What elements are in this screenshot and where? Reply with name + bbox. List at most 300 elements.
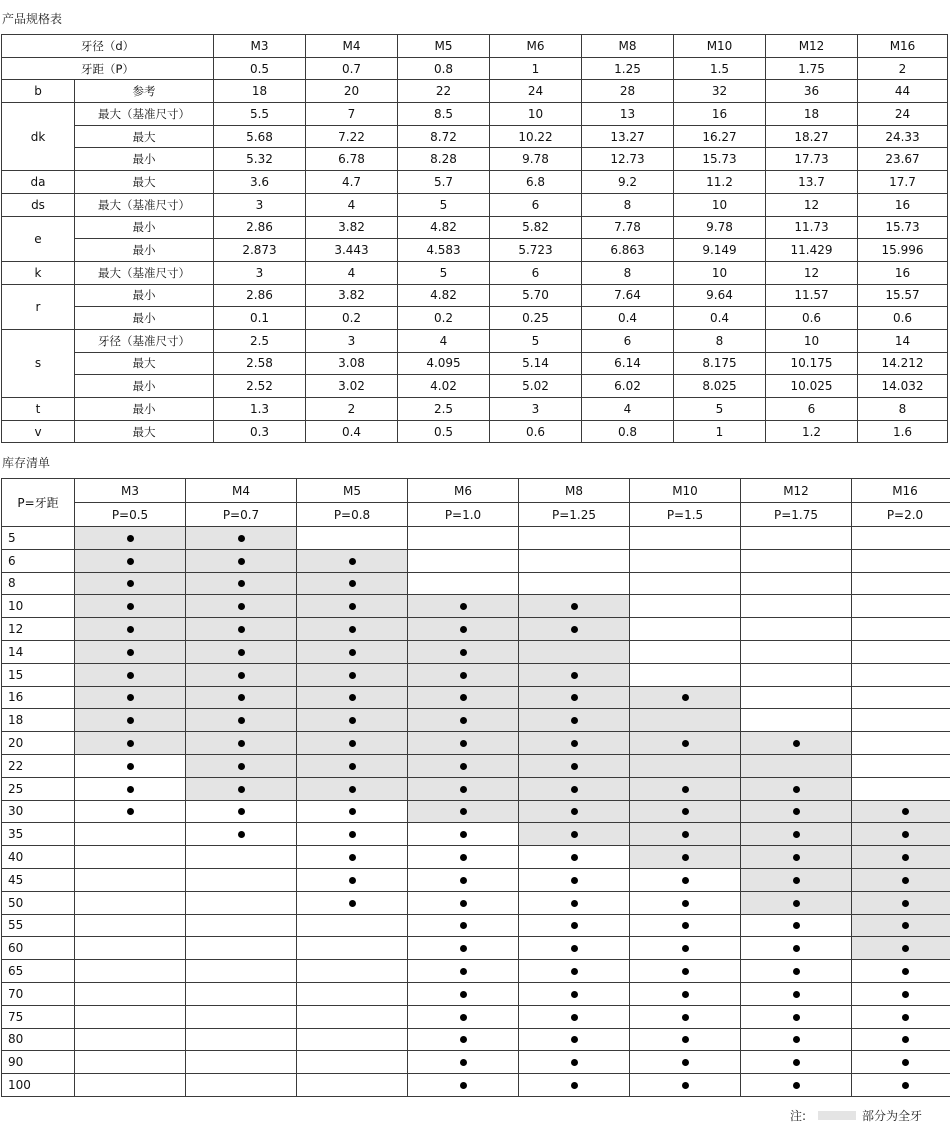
- stock-cell: [741, 640, 852, 663]
- length-label: 50: [2, 891, 75, 914]
- stock-cell: [75, 527, 186, 550]
- length-label: 18: [2, 709, 75, 732]
- stock-cell: [408, 777, 519, 800]
- stock-cell: [630, 686, 741, 709]
- length-label: 12: [2, 618, 75, 641]
- stock-cell: [741, 982, 852, 1005]
- stock-cell: [852, 846, 950, 869]
- in-stock-dot-icon: [349, 900, 356, 907]
- in-stock-dot-icon: [793, 854, 800, 861]
- stock-cell: [630, 549, 741, 572]
- stock-cell: [297, 777, 408, 800]
- spec-value: 15.57: [858, 284, 948, 307]
- stock-cell: [852, 618, 950, 641]
- spec-value: 2.5: [214, 329, 306, 352]
- in-stock-dot-icon: [682, 968, 689, 975]
- stock-cell: [408, 686, 519, 709]
- stock-cell: [852, 527, 950, 550]
- spec-value: 4.82: [398, 216, 490, 239]
- stock-cell: [741, 663, 852, 686]
- spec-value: 18: [766, 103, 858, 126]
- spec-value: 0.5: [398, 420, 490, 443]
- spec-value: 9.78: [674, 216, 766, 239]
- spec-value: 0.25: [490, 307, 582, 330]
- stock-cell: [741, 595, 852, 618]
- stock-cell: [852, 572, 950, 595]
- dimension-symbol: e: [2, 216, 75, 261]
- spec-value: 9.78: [490, 148, 582, 171]
- spec-table: [1, 34, 948, 443]
- stock-cell: [75, 1051, 186, 1074]
- pitch-label: 牙距（P）: [2, 57, 214, 80]
- spec-value: 8.28: [398, 148, 490, 171]
- size-header: M6: [490, 35, 582, 58]
- stock-cell: [630, 1051, 741, 1074]
- stock-cell: [852, 868, 950, 891]
- in-stock-dot-icon: [460, 922, 467, 929]
- in-stock-dot-icon: [902, 1082, 909, 1089]
- size-header: M3: [75, 479, 186, 503]
- in-stock-dot-icon: [460, 854, 467, 861]
- spec-value: 5.7: [398, 171, 490, 194]
- stock-cell: [297, 1051, 408, 1074]
- spec-value: 16: [858, 193, 948, 216]
- stock-cell: [852, 686, 950, 709]
- stock-row: [2, 709, 950, 732]
- spec-value: 0.6: [766, 307, 858, 330]
- in-stock-dot-icon: [571, 945, 578, 952]
- stock-cell: [741, 846, 852, 869]
- spec-value: 18.27: [766, 125, 858, 148]
- spec-row: [2, 216, 948, 239]
- spec-value: 5.82: [490, 216, 582, 239]
- in-stock-dot-icon: [793, 1059, 800, 1066]
- in-stock-dot-icon: [127, 626, 134, 633]
- stock-cell: [297, 732, 408, 755]
- in-stock-dot-icon: [902, 808, 909, 815]
- size-header: M5: [297, 479, 408, 503]
- spec-value: 17.73: [766, 148, 858, 171]
- stock-cell: [519, 640, 630, 663]
- spec-value: 8: [582, 193, 674, 216]
- dimension-symbol: t: [2, 398, 75, 421]
- length-label: 25: [2, 777, 75, 800]
- stock-cell: [408, 549, 519, 572]
- spec-value: 9.2: [582, 171, 674, 194]
- spec-value: 1.3: [214, 398, 306, 421]
- spec-value: 6: [766, 398, 858, 421]
- dimension-symbol: k: [2, 261, 75, 284]
- spec-value: 0.6: [858, 307, 948, 330]
- in-stock-dot-icon: [460, 831, 467, 838]
- stock-cell: [630, 960, 741, 983]
- stock-cell: [852, 754, 950, 777]
- in-stock-dot-icon: [349, 831, 356, 838]
- in-stock-dot-icon: [902, 900, 909, 907]
- stock-cell: [186, 1074, 297, 1097]
- in-stock-dot-icon: [793, 922, 800, 929]
- in-stock-dot-icon: [238, 740, 245, 747]
- in-stock-dot-icon: [571, 763, 578, 770]
- stock-cell: [186, 709, 297, 732]
- spec-value: 3: [214, 193, 306, 216]
- stock-cell: [75, 549, 186, 572]
- in-stock-dot-icon: [460, 1059, 467, 1066]
- spec-value: 5: [398, 261, 490, 284]
- in-stock-dot-icon: [793, 968, 800, 975]
- spec-value: 8.175: [674, 352, 766, 375]
- pitch-value: 1.25: [582, 57, 674, 80]
- spec-value: 5.70: [490, 284, 582, 307]
- spec-value: 5: [398, 193, 490, 216]
- pitch-header: P=1.75: [741, 503, 852, 527]
- spec-value: 10: [490, 103, 582, 126]
- in-stock-dot-icon: [238, 558, 245, 565]
- spec-value: 0.4: [306, 420, 398, 443]
- in-stock-dot-icon: [902, 831, 909, 838]
- spec-value: 18: [214, 80, 306, 103]
- in-stock-dot-icon: [460, 1082, 467, 1089]
- stock-cell: [408, 937, 519, 960]
- spec-row: [2, 125, 948, 148]
- in-stock-dot-icon: [571, 991, 578, 998]
- stock-cell: [741, 527, 852, 550]
- spec-value: 3.443: [306, 239, 398, 262]
- stock-cell: [741, 1051, 852, 1074]
- spec-value: 6.8: [490, 171, 582, 194]
- stock-table: [1, 478, 950, 1097]
- stock-cell: [630, 868, 741, 891]
- stock-cell: [186, 595, 297, 618]
- in-stock-dot-icon: [793, 877, 800, 884]
- pitch-value: 1: [490, 57, 582, 80]
- stock-cell: [75, 686, 186, 709]
- spec-value: 3: [214, 261, 306, 284]
- spec-value: 17.7: [858, 171, 948, 194]
- stock-row: [2, 1005, 950, 1028]
- spec-value: 0.6: [490, 420, 582, 443]
- in-stock-dot-icon: [902, 945, 909, 952]
- in-stock-dot-icon: [349, 672, 356, 679]
- spec-value: 0.2: [306, 307, 398, 330]
- stock-cell: [519, 823, 630, 846]
- spec-value: 2.86: [214, 216, 306, 239]
- length-label: 8: [2, 572, 75, 595]
- stock-cell: [408, 640, 519, 663]
- stock-cell: [519, 960, 630, 983]
- in-stock-dot-icon: [571, 1014, 578, 1021]
- stock-cell: [408, 1005, 519, 1028]
- stock-cell: [741, 709, 852, 732]
- pitch-value: 1.75: [766, 57, 858, 80]
- size-header: M3: [214, 35, 306, 58]
- pitch-value: 0.5: [214, 57, 306, 80]
- stock-cell: [408, 1028, 519, 1051]
- spec-value: 5.32: [214, 148, 306, 171]
- stock-cell: [519, 1051, 630, 1074]
- spec-value: 11.2: [674, 171, 766, 194]
- length-label: 16: [2, 686, 75, 709]
- spec-row: [2, 420, 948, 443]
- stock-cell: [186, 754, 297, 777]
- spec-value: 16.27: [674, 125, 766, 148]
- in-stock-dot-icon: [460, 945, 467, 952]
- pitch-header: P=2.0: [852, 503, 950, 527]
- tolerance-label: 最大: [75, 125, 214, 148]
- pitch-value: 1.5: [674, 57, 766, 80]
- stock-cell: [519, 595, 630, 618]
- stock-cell: [75, 709, 186, 732]
- stock-cell: [741, 891, 852, 914]
- size-header: M4: [306, 35, 398, 58]
- length-label: 14: [2, 640, 75, 663]
- spec-value: 22: [398, 80, 490, 103]
- in-stock-dot-icon: [793, 991, 800, 998]
- stock-cell: [408, 982, 519, 1005]
- stock-cell: [630, 709, 741, 732]
- in-stock-dot-icon: [902, 877, 909, 884]
- size-header: M16: [858, 35, 948, 58]
- spec-value: 14.212: [858, 352, 948, 375]
- stock-cell: [852, 823, 950, 846]
- stock-cell: [75, 663, 186, 686]
- stock-row: [2, 982, 950, 1005]
- in-stock-dot-icon: [571, 740, 578, 747]
- stock-cell: [519, 527, 630, 550]
- in-stock-dot-icon: [571, 922, 578, 929]
- pitch-header: P=1.0: [408, 503, 519, 527]
- spec-value: 15.73: [858, 216, 948, 239]
- stock-cell: [75, 960, 186, 983]
- stock-cell: [741, 914, 852, 937]
- in-stock-dot-icon: [127, 694, 134, 701]
- stock-cell: [297, 1005, 408, 1028]
- in-stock-dot-icon: [682, 900, 689, 907]
- stock-cell: [186, 1005, 297, 1028]
- in-stock-dot-icon: [349, 763, 356, 770]
- stock-cell: [75, 800, 186, 823]
- length-label: 65: [2, 960, 75, 983]
- spec-row: [2, 193, 948, 216]
- length-label: 75: [2, 1005, 75, 1028]
- size-header: M12: [766, 35, 858, 58]
- stock-row: [2, 572, 950, 595]
- dimension-symbol: dk: [2, 103, 75, 171]
- pitch-header: P=1.25: [519, 503, 630, 527]
- stock-cell: [186, 891, 297, 914]
- stock-cell: [852, 1028, 950, 1051]
- in-stock-dot-icon: [460, 763, 467, 770]
- spec-value: 3.6: [214, 171, 306, 194]
- in-stock-dot-icon: [902, 922, 909, 929]
- in-stock-dot-icon: [571, 626, 578, 633]
- in-stock-dot-icon: [238, 649, 245, 656]
- in-stock-dot-icon: [682, 1014, 689, 1021]
- spec-value: 28: [582, 80, 674, 103]
- spec-row: [2, 284, 948, 307]
- stock-cell: [186, 777, 297, 800]
- in-stock-dot-icon: [127, 672, 134, 679]
- in-stock-dot-icon: [238, 786, 245, 793]
- stock-cell: [741, 686, 852, 709]
- spec-row: [2, 239, 948, 262]
- in-stock-dot-icon: [902, 1014, 909, 1021]
- stock-row: [2, 640, 950, 663]
- in-stock-dot-icon: [238, 626, 245, 633]
- in-stock-dot-icon: [902, 1059, 909, 1066]
- stock-pitch-row: [2, 503, 950, 527]
- size-header: M5: [398, 35, 490, 58]
- spec-value: 0.1: [214, 307, 306, 330]
- stock-cell: [630, 800, 741, 823]
- tolerance-label: 牙径（基准尺寸）: [75, 329, 214, 352]
- spec-value: 13.7: [766, 171, 858, 194]
- stock-cell: [186, 527, 297, 550]
- stock-cell: [519, 800, 630, 823]
- spec-value: 7: [306, 103, 398, 126]
- stock-cell: [630, 572, 741, 595]
- stock-cell: [297, 572, 408, 595]
- stock-cell: [186, 937, 297, 960]
- stock-cell: [297, 618, 408, 641]
- stock-cell: [75, 982, 186, 1005]
- stock-cell: [297, 663, 408, 686]
- stock-cell: [852, 982, 950, 1005]
- spec-value: 2.86: [214, 284, 306, 307]
- stock-cell: [408, 663, 519, 686]
- spec-row: [2, 352, 948, 375]
- stock-cell: [408, 846, 519, 869]
- spec-value: 2.5: [398, 398, 490, 421]
- spec-row: [2, 329, 948, 352]
- spec-value: 15.996: [858, 239, 948, 262]
- in-stock-dot-icon: [460, 626, 467, 633]
- spec-value: 16: [858, 261, 948, 284]
- stock-row: [2, 891, 950, 914]
- stock-cell: [852, 891, 950, 914]
- stock-cell: [852, 777, 950, 800]
- in-stock-dot-icon: [238, 672, 245, 679]
- in-stock-dot-icon: [682, 877, 689, 884]
- spec-value: 13: [582, 103, 674, 126]
- spec-value: 13.27: [582, 125, 674, 148]
- stock-cell: [852, 1051, 950, 1074]
- spec-value: 1.2: [766, 420, 858, 443]
- tolerance-label: 最小: [75, 148, 214, 171]
- stock-cell: [297, 549, 408, 572]
- spec-value: 11.57: [766, 284, 858, 307]
- spec-value: 6.78: [306, 148, 398, 171]
- spec-value: 8: [674, 329, 766, 352]
- in-stock-dot-icon: [682, 786, 689, 793]
- stock-cell: [186, 846, 297, 869]
- spec-header-row: [2, 35, 948, 58]
- length-label: 20: [2, 732, 75, 755]
- spec-value: 4.583: [398, 239, 490, 262]
- in-stock-dot-icon: [238, 808, 245, 815]
- spec-row: [2, 80, 948, 103]
- stock-row: [2, 1028, 950, 1051]
- stock-cell: [408, 868, 519, 891]
- dimension-symbol: da: [2, 171, 75, 194]
- in-stock-dot-icon: [238, 580, 245, 587]
- spec-value: 3.08: [306, 352, 398, 375]
- spec-value: 1: [674, 420, 766, 443]
- stock-cell: [630, 754, 741, 777]
- stock-cell: [519, 1074, 630, 1097]
- stock-row: [2, 549, 950, 572]
- spec-value: 0.4: [674, 307, 766, 330]
- pitch-header: P=0.8: [297, 503, 408, 527]
- spec-value: 4: [582, 398, 674, 421]
- pitch-header: P=0.5: [75, 503, 186, 527]
- stock-cell: [75, 777, 186, 800]
- stock-cell: [852, 1005, 950, 1028]
- stock-cell: [75, 823, 186, 846]
- stock-cell: [408, 800, 519, 823]
- pitch-header: P=1.5: [630, 503, 741, 527]
- in-stock-dot-icon: [238, 763, 245, 770]
- spec-value: 1.6: [858, 420, 948, 443]
- spec-value: 7.78: [582, 216, 674, 239]
- spec-value: 12: [766, 193, 858, 216]
- stock-cell: [186, 800, 297, 823]
- stock-row: [2, 686, 950, 709]
- in-stock-dot-icon: [460, 877, 467, 884]
- stock-cell: [186, 663, 297, 686]
- stock-cell: [630, 1005, 741, 1028]
- spec-row: [2, 171, 948, 194]
- stock-cell: [297, 823, 408, 846]
- stock-header-row: [2, 479, 950, 503]
- size-header: M12: [741, 479, 852, 503]
- in-stock-dot-icon: [238, 717, 245, 724]
- spec-value: 0.2: [398, 307, 490, 330]
- stock-cell: [630, 891, 741, 914]
- spec-value: 3: [306, 329, 398, 352]
- spec-value: 3: [490, 398, 582, 421]
- stock-cell: [186, 914, 297, 937]
- spec-value: 0.3: [214, 420, 306, 443]
- tolerance-label: 最小: [75, 216, 214, 239]
- spec-value: 16: [674, 103, 766, 126]
- in-stock-dot-icon: [460, 1014, 467, 1021]
- legend-prefix: 注:: [790, 1109, 807, 1123]
- in-stock-dot-icon: [349, 626, 356, 633]
- spec-value: 5.5: [214, 103, 306, 126]
- size-header: M16: [852, 479, 950, 503]
- stock-cell: [741, 800, 852, 823]
- spec-row: [2, 307, 948, 330]
- in-stock-dot-icon: [682, 740, 689, 747]
- stock-cell: [75, 891, 186, 914]
- in-stock-dot-icon: [349, 877, 356, 884]
- size-header: M8: [519, 479, 630, 503]
- in-stock-dot-icon: [127, 649, 134, 656]
- stock-cell: [297, 914, 408, 937]
- size-header: M8: [582, 35, 674, 58]
- in-stock-dot-icon: [682, 1059, 689, 1066]
- in-stock-dot-icon: [127, 786, 134, 793]
- stock-cell: [408, 709, 519, 732]
- stock-cell: [408, 1051, 519, 1074]
- stock-cell: [852, 800, 950, 823]
- stock-cell: [408, 823, 519, 846]
- stock-cell: [852, 595, 950, 618]
- stock-cell: [852, 1074, 950, 1097]
- in-stock-dot-icon: [682, 694, 689, 701]
- spec-value: 24.33: [858, 125, 948, 148]
